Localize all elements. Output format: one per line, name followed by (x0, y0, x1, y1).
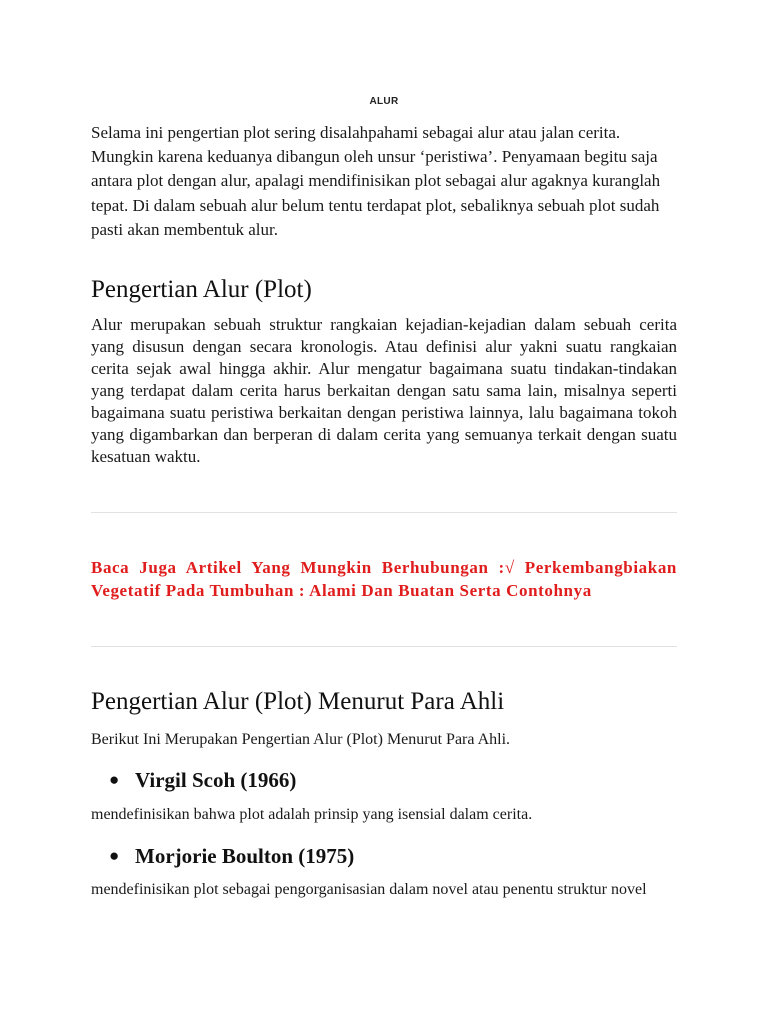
expert-name: Morjorie Boulton (1975) (135, 844, 355, 868)
bullet-icon: ● (109, 846, 120, 865)
document-header-label: ALUR (369, 96, 399, 107)
expert-item-title (109, 843, 354, 869)
bullet-icon: ● (109, 770, 120, 789)
divider-top (91, 512, 677, 513)
expert-item-description: mendefinisikan plot sebagai pengorganisasian dalam novel atau penentu struktur novel (91, 881, 647, 898)
expert-name: Virgil Scoh (1966) (135, 768, 297, 792)
section-heading-menurut-para-ahli: Pengertian Alur (Plot) Menurut Para Ahli (91, 688, 505, 715)
expert-item-title (109, 767, 296, 793)
intro-paragraph: Selama ini pengertian plot sering disalahpahami sebagai alur atau jalan cerita. Mungkin karena keduanya dibangun oleh unsur ‘peristiwa’. Penyamaan begitu saja antara plot dengan alur, apalagi mendifinisikan plot sebagai alur agaknya kuranglah tepat. Di dalam sebuah alur belum tentu terdapat plot, sebaliknya sebuah plot sudah pasti akan membentuk alur. (91, 123, 661, 239)
expert-item-description: mendefinisikan bahwa plot adalah prinsip yang isensial dalam cerita. (91, 806, 533, 823)
section-paragraph-pengertian-alur: Alur merupakan sebuah struktur rangkaian kejadian-kejadian dalam sebuah cerita yang disusun dengan secara kronologis. Atau definisi alur yakni suatu rangkaian cerita sejak awal hingga akhir. Alur mengatur bagaimana suatu tindakan-tindakan yang terdapat dalam cerita harus berkaitan dengan satu sama lain, misalnya seperti bagaimana suatu peristiwa berkaitan dengan peristiwa lainnya, lalu bagaimana tokoh yang digambarkan dan berperan di dalam cerita yang semuanya terkait dengan suatu kesatuan waktu. (91, 315, 677, 466)
section-intro-menurut-para-ahli: Berikut Ini Merupakan Pengertian Alur (Plot) Menurut Para Ahli. (91, 731, 511, 748)
related-article-link[interactable]: Baca Juga Artikel Yang Mungkin Berhubungan :√ Perkembangbiakan Vegetatif Pada Tumbuhan : Alami Dan Buatan Serta Contohnya (91, 558, 677, 600)
section-heading-pengertian-alur: Pengertian Alur (Plot) (91, 276, 312, 303)
divider-bottom (91, 646, 677, 647)
